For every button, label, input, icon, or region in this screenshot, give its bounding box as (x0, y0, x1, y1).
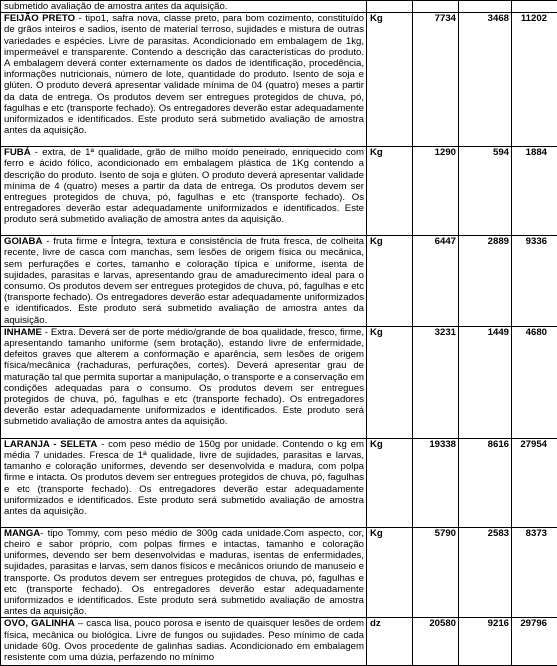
product-description: - tipo1, safra nova, classe preto, para bom cozimento, constituído de grãos inteiros e sadios, isento de material terroso, sujidades e mistura de outras variedades e espécies. Livre de parasitas. Acondicionado em embalagem de 1kg, impermeável e transparente. Contendo a descrição das características do produto. A embalagem deverá conter externamente os dados de identificação, procedência, informações nutricionais, número de lote, quantidade do produto. Isento de soja e glúten. O produto deverá apresentar validade mínima de 04 (quatro) meses a partir da data de entrega. Os produtos devem ser entregues protegidos de chuva, pó, fagulhas e etc (transporte fechado). Os entregadores deverão estar adequadamente uniformizados e identificados. Este produto será submetido avaliação de amostra antes da aquisição. (4, 13, 364, 136)
total-cell: 4680 (512, 326, 557, 438)
description-cell (1, 236, 367, 327)
product-name: OVO, GALINHA (4, 618, 75, 629)
empty-cell (413, 1, 459, 13)
product-description: – casca lisa, pouco porosa e isento de quaisquer lesões de ordem física, mecânica ou biológica. Livre de fungos ou sujidades. Peso mínimo de cada unidade 60g. Ovos procedente de galinhas sadias. Acondicionado em embalagem resistente com uma dúzia, perfazendo no mínimo (4, 618, 364, 663)
unit-cell: Kg (367, 147, 413, 236)
total-cell: 11202 (512, 13, 557, 147)
unit-cell: Kg (367, 438, 413, 527)
product-name: GOIABA (4, 236, 42, 247)
table-row (1, 527, 557, 618)
empty-cell (367, 1, 413, 13)
product-description: - tipo Tommy, com peso médio de 300g cada unidade.Com aspecto, cor, cheiro e sabor próprio, com polpas firmes e intactas, tamanho e coloração uniformes, devendo ser bem desenvolvidas e maduras, isentas de enfermidades, sujidades, parasitas e larvas, sem danos físicos e mecânicos oriundo de manuseio e transporte. Os produtos devem ser entregues protegidos de chuva, pó, fagulhas e etc (transporte fechado). Os entregadores deverão estar adequadamente uniformizados e identificados. Este produto será submetido avaliação de amostra antes da aquisição. (4, 528, 364, 617)
total-cell: 27954 (512, 438, 557, 527)
quantity-cell: 3468 (459, 13, 512, 147)
empty-cell (512, 1, 557, 13)
quantity-cell: 20580 (413, 618, 459, 666)
quantity-cell: 8616 (459, 438, 512, 527)
quantity-cell: 7734 (413, 13, 459, 147)
total-cell: 1884 (512, 147, 557, 236)
table-row-fragment (1, 1, 557, 13)
description-cell (1, 618, 367, 666)
fragment-cell: submetido avaliação de amostra antes da aquisição. (1, 1, 367, 13)
product-name: MANGA (4, 528, 40, 539)
quantity-cell: 19338 (413, 438, 459, 527)
quantity-cell: 9216 (459, 618, 512, 666)
product-name: INHAME (4, 327, 42, 338)
product-description: - fruta firme e Íntegra, textura e consistência de fruta fresca, de colheita recente, livre de casca com manchas, sem lesões de origem física ou mecânica, sem perfurações e cortes, tamanho e coloração típica e uniforme, isenta de sujidades, parasitas e larvas, apresentando grau de amadurecimento ideal para o consumo. Os produtos devem ser entregues protegidos de chuva, pó, fagulhas e etc (transporte fechado). Os entregadores deverão estar adequadamente uniformizados e identificados. Este produto será submetido avaliação de amostra antes da aquisição. (4, 236, 364, 325)
product-name: FEIJÃO PRETO (4, 13, 75, 24)
quantity-cell: 3231 (413, 326, 459, 438)
total-cell: 9336 (512, 236, 557, 327)
table-row (1, 618, 557, 666)
quantity-cell: 5790 (413, 527, 459, 618)
description-cell (1, 438, 367, 527)
unit-cell: Kg (367, 326, 413, 438)
description-cell (1, 13, 367, 147)
table-row (1, 438, 557, 527)
product-name: FUBÁ (4, 147, 31, 158)
quantity-cell: 2889 (459, 236, 512, 327)
total-cell: 29796 (512, 618, 557, 666)
total-cell: 8373 (512, 527, 557, 618)
unit-cell: Kg (367, 236, 413, 327)
description-cell (1, 147, 367, 236)
table-row (1, 326, 557, 438)
product-description: - com peso médio de 150g por unidade. Contendo o kg em média 7 unidades. Fresca de 1ª qualidade, livre de sujidades, parasitas e larvas, tamanho e coloração uniformes, devendo ser desenvolvida e madura, com polpa firme e intacta. Os produtos devem ser entregues protegidos de chuva, pó, fagulhas e etc (transporte fechado). Os entregadores deverão estar adequadamente uniformizados e identificados. Este produto será submetido avaliação de amostra antes da aquisição. (4, 439, 364, 517)
description-cell (1, 527, 367, 618)
table-row (1, 147, 557, 236)
product-name: LARANJA - SELETA (4, 439, 97, 450)
unit-cell: Kg (367, 13, 413, 147)
quantity-cell: 2583 (459, 527, 512, 618)
product-description: - Extra. Deverá ser de porte médio/grande de boa qualidade, fresco, firme, apresentando tamanho uniforme (sem brotação), estando livre de enfermidade, defeitos graves que alterem a conformação e aparência, sem lesões de origem física/mecânica (rachaduras, perfurações, cortes). Deverá apresentar grau de maturação tal que permita suportar a manipulação, o transporte e a conservação em condições adequadas para o consumo. Os produtos devem ser entregues protegidos de chuva, pó, fagulhas e etc (transporte fechado). Os entregadores deverão estar adequadamente uniformizados e identificados. Este produto será submetido avaliação de amostra antes da aquisição. (4, 327, 364, 428)
description-cell (1, 326, 367, 438)
unit-cell: Kg (367, 527, 413, 618)
quantity-cell: 6447 (413, 236, 459, 327)
quantity-cell: 1449 (459, 326, 512, 438)
product-description: - extra, de 1ª qualidade, grão de milho moído peneirado, enriquecido com ferro e ácido fólico, acondicionado em embalagem plástica de 1Kg contendo a descrição do produto. Isento de soja e glúten. O produto deverá apresentar validade mínima de 4 (quatro) meses a partir da data de entrega. Os produtos devem ser entregues protegidos de chuva, pó, fagulhas e etc (transporte fechado). Os entregadores deverão estar adequadamente uniformizados e identificados. Este produto será submetido avaliação de amostra antes da aquisição. (4, 147, 364, 225)
table-row (1, 236, 557, 327)
quantity-cell: 594 (459, 147, 512, 236)
empty-cell (459, 1, 512, 13)
table-row (1, 13, 557, 147)
unit-cell: dz (367, 618, 413, 666)
quantity-cell: 1290 (413, 147, 459, 236)
